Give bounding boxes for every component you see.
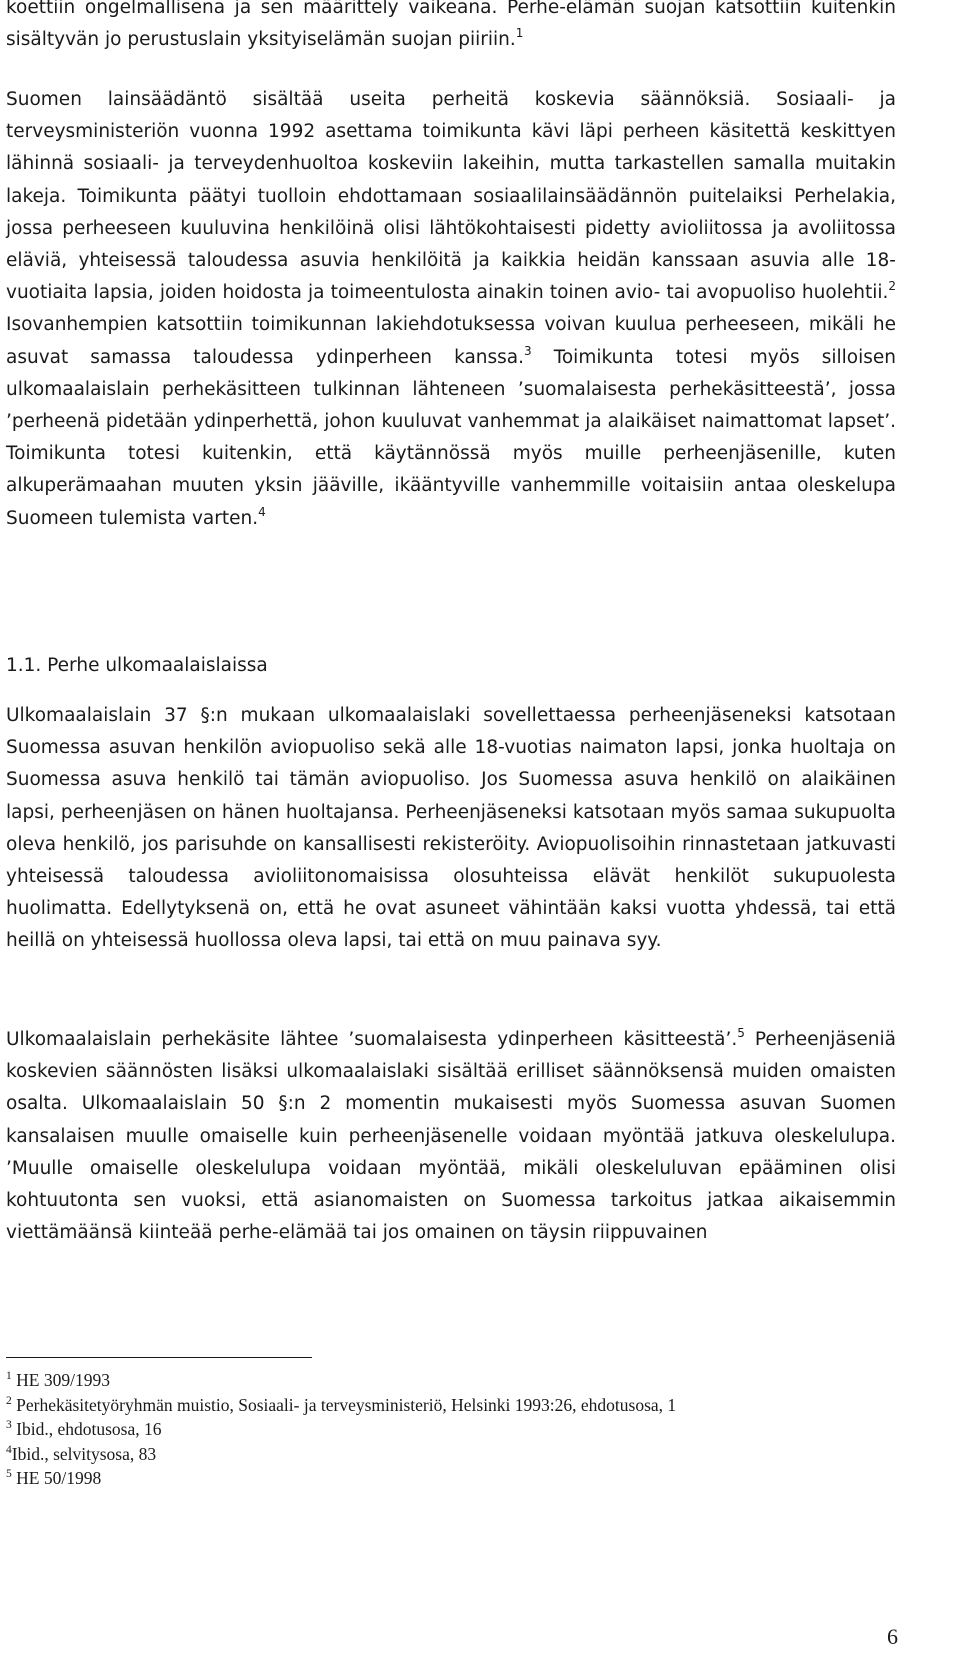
footnote-5 <box>6 1466 906 1491</box>
footnote-number: 3 <box>6 1419 12 1431</box>
paragraph-1 <box>6 0 896 56</box>
p4-text-1: Ulkomaalaislain perhekäsite lähtee ’suomalaisesta ydinperheen käsitteestä’. <box>6 1029 738 1050</box>
footnote-text: Ibid., ehdotusosa, 16 <box>11 1419 162 1439</box>
footnote-4 <box>6 1442 906 1467</box>
footnote-2 <box>6 1393 906 1418</box>
p4-text-2: Perheenjäseniä koskevien säännösten lisäksi ulkomaalaislaki sisältää erilliset säännöksensä muiden omaisten osalta. Ulkomaalaislain 50 §:n 2 momentin mukaisesti myös Suomessa asuvan Suomen kansalaisen muulle omaiselle kuin perheenjäsenelle voidaan myöntää jatkuva oleskelulupa. ’Muulle omaiselle oleskelulupa voidaan myöntää, mikäli oleskeluluvan epääminen olisi kohtuutonta sen vuoksi, että asianomaisten on Suomessa tarkoitus jatkaa aikaisemmin viettämäänsä kiinteää perhe-elämää tai jos omainen on täysin riippuvainen <box>6 1029 896 1244</box>
paragraph-4 <box>6 1024 896 1249</box>
footnote-text: HE 50/1998 <box>11 1468 102 1488</box>
footnote-ref-4: 4 <box>258 504 266 519</box>
footnote-text: Ibid., selvitysosa, 83 <box>11 1443 157 1464</box>
footnote-number: 2 <box>6 1394 12 1407</box>
footnote-3 <box>6 1417 906 1442</box>
footnote-text: Perhekäsitetyöryhmän muistio, Sosiaali- ja terveysministeriö, Helsinki 1993:26, ehdotusosa, 1 <box>11 1394 677 1415</box>
page-number: 6 <box>887 1624 898 1649</box>
footnote-ref-5: 5 <box>737 1026 745 1040</box>
section-heading: 1.1. Perhe ulkomaalaislaissa <box>6 655 268 676</box>
p2-text-1: Suomen lainsäädäntö sisältää useita perheitä koskevia säännöksiä. Sosiaali- ja terveysministeriön vuonna 1992 asettama toimikunta kävi läpi perheen käsitettä keskittyen lähinnä sosiaali- ja terveydenhuoltoa koskeviin lakeihin, mutta tarkastellen samalla muitakin lakeja. Toimikunta päätyi tuolloin ehdottamaan sosiaalilainsäädännön puitelaiksi Perhelakia, jossa perheeseen kuuluvina henkilöinä olisi lähtökohtaisesti pidetty avioliitossa ja avoliitossa eläviä, yhteisessä taloudessa asuvia henkilöitä ja kaikkia heidän kanssaan asuvia alle 18-vuotiaita lapsia, joiden hoidosta ja toimeentulosta ainakin toinen avio- tai avopuoliso huolehtii. <box>6 89 896 304</box>
footnote-text: HE 309/1993 <box>11 1370 110 1390</box>
p3-text-1: Ulkomaalaislain 37 §:n mukaan ulkomaalaislaki sovellettaessa perheenjäseneksi katsotaan Suomessa asuvan henkilön aviopuoliso sekä alle 18-vuotias naimaton lapsi, jonka huoltaja on Suomessa asuva henkilö tai tämän aviopuoliso. Jos Suomessa asuva henkilö on alaikäinen lapsi, perheenjäsen on hänen huoltajansa. Perheenjäseneksi katsotaan myös samaa sukupuolta oleva henkilö, jos parisuhde on kansallisesti rekisteröity. Aviopuolisoihin rinnastetaan jatkuvasti yhteisessä taloudessa avioliitonomaisissa olosuhteissa elävät henkilöt sukupuolesta huolimatta. Edellytyksenä on, että he ovat asuneet vähintään kaksi vuotta yhdessä, tai että heillä on yhteisessä huollossa oleva lapsi, tai että on muu painava syy. <box>6 705 896 952</box>
footnote-separator <box>6 1357 312 1358</box>
footnote-ref-2: 2 <box>888 279 896 294</box>
paragraph-2 <box>6 84 896 535</box>
footnote-ref-3: 3 <box>524 343 532 358</box>
footnote-ref-1: 1 <box>515 26 524 41</box>
p2-text-3: Toimikunta totesi myös silloisen ulkomaalaislain perhekäsitteen tulkinnan lähteneen ’suomalaisesta perhekäsitteestä’, jossa ’perheenä pidetään ydinperhettä, johon kuuluvat vanhemmat ja alaikäiset naimattomat lapset’. Toimikunta totesi kuitenkin, että käytännössä myös muille perheenjäsenille, kuten alkuperämaahan muuten yksin jääville, ikääntyville vanhemmille voitaisiin antaa oleskelupa Suomeen tulemista varten. <box>6 346 896 529</box>
paragraph-3 <box>6 700 896 958</box>
p2-text-2: Isovanhempien katsottiin toimikunnan lakiehdotuksessa voivan kuulua perheeseen, mikäli he asuvat samassa taloudessa ydinperheen kanssa. <box>6 314 896 368</box>
p1-text-1: koettiin ongelmallisena ja sen määrittely vaikeana. Perhe-elämän suojan katsottiin kuitenkin sisältyvän jo perustuslain yksityiselämän suojan piiriin. <box>6 0 896 51</box>
footnotes <box>6 1368 906 1491</box>
footnote-1 <box>6 1368 906 1393</box>
footnote-number: 4 <box>6 1443 12 1456</box>
footnote-number: 1 <box>6 1370 12 1382</box>
footnote-number: 5 <box>6 1468 12 1480</box>
